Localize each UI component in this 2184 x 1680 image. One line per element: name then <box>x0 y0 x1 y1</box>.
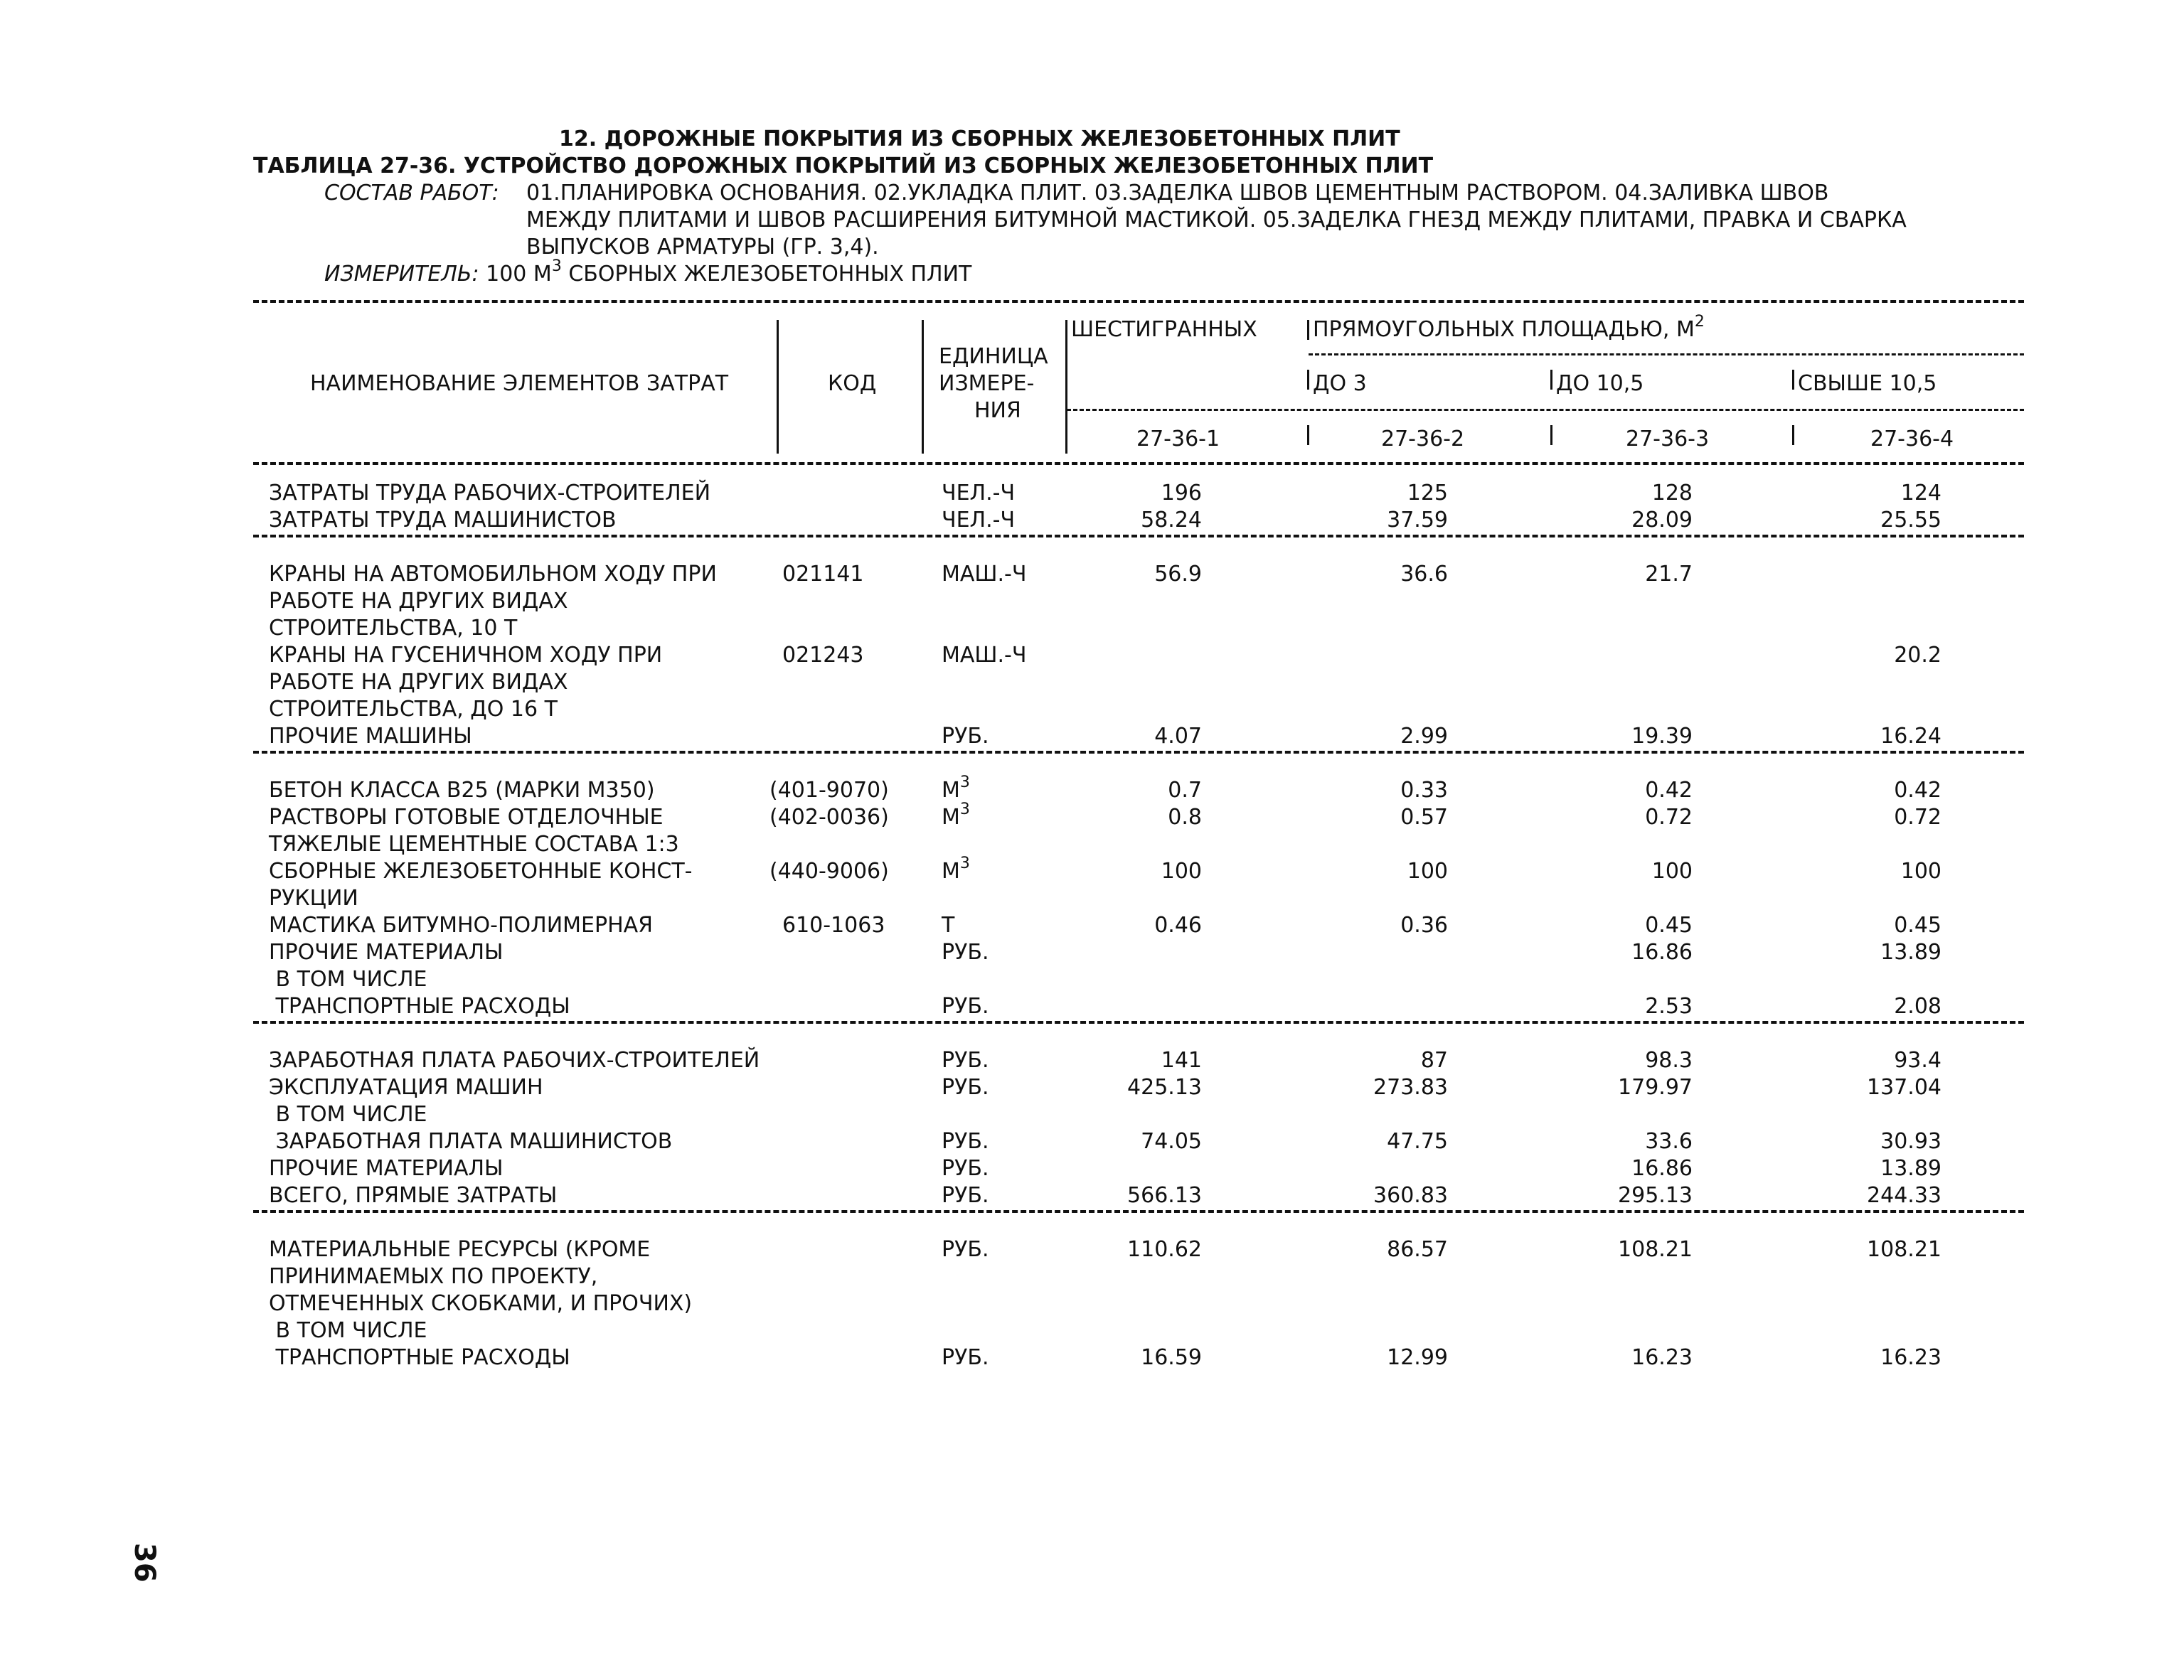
row-value-col3: 0.45 <box>1645 913 1693 938</box>
row-name: ПРОЧИЕ МАШИНЫ <box>269 724 472 749</box>
row-unit <box>942 1183 989 1209</box>
row-name: СБОРНЫЕ ЖЕЛЕЗОБЕТОННЫЕ КОНСТ- <box>269 859 693 884</box>
row-unit-text: РУБ. <box>942 724 989 749</box>
measure-line <box>324 257 972 287</box>
row-value-col3: 28.09 <box>1631 508 1693 533</box>
row-value-col2: 36.6 <box>1400 562 1448 587</box>
row-unit <box>942 855 970 884</box>
row-value-col2: 0.57 <box>1400 805 1448 830</box>
row-unit <box>942 481 1015 506</box>
row-value-col3: 295.13 <box>1618 1183 1693 1208</box>
row-name: СТРОИТЕЛЬСТВА, 10 Т <box>269 616 518 641</box>
row-value-col4: 30.93 <box>1880 1129 1941 1154</box>
measure-post: СБОРНЫХ ЖЕЛЕЗОБЕТОННЫХ ПЛИТ <box>561 262 972 287</box>
composition-label: СОСТАВ РАБОТ: <box>324 181 499 205</box>
section-separator <box>253 1210 2024 1213</box>
row-code: (402-0036) <box>769 805 889 830</box>
row-name: В ТОМ ЧИСЛЕ <box>269 967 427 992</box>
row-unit-text: М <box>942 778 960 803</box>
row-name: БЕТОН КЛАССА В25 (МАРКИ М350) <box>269 778 655 803</box>
row-unit-sup: 3 <box>959 855 970 872</box>
row-name: ЭКСПЛУАТАЦИЯ МАШИН <box>269 1075 543 1100</box>
header-divider <box>1792 425 1794 445</box>
header-hex: ШЕСТИГРАННЫХ <box>1071 317 1257 342</box>
header-rect <box>1313 313 1705 343</box>
row-unit-text: РУБ. <box>942 994 989 1019</box>
row-name: РАСТВОРЫ ГОТОВЫЕ ОТДЕЛОЧНЫЕ <box>269 805 664 830</box>
row-unit-text: РУБ. <box>942 1237 989 1262</box>
measure-sup: 3 <box>551 257 562 275</box>
table-title: ТАБЛИЦА 27-36. УСТРОЙСТВО ДОРОЖНЫХ ПОКРЫТИЙ ИЗ СБОРНЫХ ЖЕЛЕЗОБЕТОННЫХ ПЛИТ <box>253 154 1434 178</box>
row-name: ЗАРАБОТНАЯ ПЛАТА РАБОЧИХ-СТРОИТЕЛЕЙ <box>269 1048 760 1073</box>
row-unit <box>942 724 989 749</box>
row-value-col4: 108.21 <box>1867 1237 1941 1262</box>
row-value-col2: 87 <box>1420 1048 1448 1073</box>
header-divider <box>1792 370 1794 390</box>
header-rect-rule <box>1309 353 2024 355</box>
row-value-col3: 108.21 <box>1618 1237 1693 1262</box>
row-value-col3: 19.39 <box>1631 724 1693 749</box>
row-unit <box>942 1237 989 1263</box>
row-value-col4: 20.2 <box>1894 643 1941 668</box>
row-unit-text: МАШ.-Ч <box>942 562 1027 587</box>
row-value-col1: 4.07 <box>1154 724 1202 749</box>
header-sub-3: СВЫШЕ 10,5 <box>1798 371 1937 396</box>
row-value-col4: 25.55 <box>1880 508 1941 533</box>
row-unit <box>942 1048 989 1074</box>
header-sub-1: ДО 3 <box>1313 371 1367 396</box>
row-name: РАБОТЕ НА ДРУГИХ ВИДАХ <box>269 589 568 614</box>
row-value-col4: 137.04 <box>1867 1075 1941 1100</box>
row-name: ОТМЕЧЕННЫХ СКОБКАМИ, И ПРОЧИХ) <box>269 1291 693 1316</box>
row-value-col1: 58.24 <box>1141 508 1202 533</box>
header-top-rule <box>253 300 2024 303</box>
header-divider <box>1065 320 1067 454</box>
row-name: ЗАТРАТЫ ТРУДА МАШИНИСТОВ <box>269 508 617 533</box>
header-divider <box>777 320 779 454</box>
row-code: (401-9070) <box>769 778 889 803</box>
header-code-4: 27-36-4 <box>1870 427 1954 451</box>
row-unit-text: МАШ.-Ч <box>942 643 1027 668</box>
row-unit-text: М <box>942 805 960 830</box>
header-divider <box>1307 425 1309 445</box>
row-value-col2: 12.99 <box>1387 1345 1448 1370</box>
measure-pre: 100 М <box>486 262 552 287</box>
row-value-col1: 0.46 <box>1154 913 1202 938</box>
row-value-col2: 2.99 <box>1400 724 1448 749</box>
row-value-col2: 47.75 <box>1387 1129 1448 1154</box>
section-separator <box>253 535 2024 537</box>
row-code: (440-9006) <box>769 859 889 884</box>
row-value-col4: 100 <box>1900 859 1941 884</box>
row-name: КРАНЫ НА АВТОМОБИЛЬНОМ ХОДУ ПРИ <box>269 562 717 587</box>
row-unit-text: Т <box>942 913 955 938</box>
row-value-col1: 110.62 <box>1127 1237 1202 1262</box>
row-unit-text: РУБ. <box>942 1156 989 1181</box>
row-unit <box>942 1156 989 1182</box>
row-value-col3: 0.42 <box>1645 778 1693 803</box>
row-value-col1: 0.8 <box>1168 805 1202 830</box>
row-unit-text: РУБ. <box>942 1075 989 1100</box>
row-unit-text: ЧЕЛ.-Ч <box>942 481 1016 505</box>
row-value-col1: 16.59 <box>1141 1345 1202 1370</box>
row-value-col3: 16.86 <box>1631 1156 1693 1181</box>
row-unit <box>942 913 954 938</box>
row-value-col3: 2.53 <box>1645 994 1693 1019</box>
row-code: 021141 <box>782 562 864 587</box>
row-value-col1: 100 <box>1161 859 1202 884</box>
row-unit <box>942 643 1026 668</box>
row-value-col1: 56.9 <box>1154 562 1202 587</box>
row-value-col3: 33.6 <box>1645 1129 1693 1154</box>
row-value-col2: 0.36 <box>1400 913 1448 938</box>
row-unit <box>942 1345 989 1371</box>
header-unit-2: ИЗМЕРЕ- <box>939 371 1035 396</box>
row-value-col4: 16.24 <box>1880 724 1941 749</box>
row-name: СТРОИТЕЛЬСТВА, ДО 16 Т <box>269 697 558 722</box>
header-name: НАИМЕНОВАНИЕ ЭЛЕМЕНТОВ ЗАТРАТ <box>310 371 729 396</box>
row-unit-sup: 3 <box>959 801 970 818</box>
header-divider <box>1550 425 1552 445</box>
header-unit-1: ЕДИНИЦА <box>939 344 1048 369</box>
header-divider <box>1550 370 1552 390</box>
row-name: ТРАНСПОРТНЫЕ РАСХОДЫ <box>269 994 570 1019</box>
row-name: РАБОТЕ НА ДРУГИХ ВИДАХ <box>269 670 568 695</box>
row-name: В ТОМ ЧИСЛЕ <box>269 1318 427 1343</box>
header-code-1: 27-36-1 <box>1136 427 1220 451</box>
header-divider <box>1307 320 1309 340</box>
row-value-col1: 0.7 <box>1168 778 1202 803</box>
row-name: ВСЕГО, ПРЯМЫЕ ЗАТРАТЫ <box>269 1183 558 1208</box>
header-sub-2: ДО 10,5 <box>1556 371 1644 396</box>
row-name: ПРОЧИЕ МАТЕРИАЛЫ <box>269 940 504 965</box>
row-name: В ТОМ ЧИСЛЕ <box>269 1102 427 1127</box>
section-separator <box>253 751 2024 754</box>
row-value-col3: 16.86 <box>1631 940 1693 965</box>
section-title: 12. ДОРОЖНЫЕ ПОКРЫТИЯ ИЗ СБОРНЫХ ЖЕЛЕЗОБЕТОННЫХ ПЛИТ <box>559 127 1400 151</box>
row-name: МАТЕРИАЛЬНЫЕ РЕСУРСЫ (КРОМЕ <box>269 1237 651 1262</box>
header-bottom-rule <box>253 462 2024 465</box>
row-value-col4: 16.23 <box>1880 1345 1941 1370</box>
measure-label: ИЗМЕРИТЕЛЬ: <box>324 262 479 287</box>
header-divider <box>922 320 924 454</box>
row-unit <box>942 774 970 803</box>
row-unit-text: М <box>942 859 960 884</box>
page-number: 36 <box>128 1543 161 1583</box>
row-value-col4: 13.89 <box>1880 940 1941 965</box>
header-code: КОД <box>828 371 877 396</box>
row-name: ТРАНСПОРТНЫЕ РАСХОДЫ <box>269 1345 570 1370</box>
header-code-2: 27-36-2 <box>1381 427 1465 451</box>
row-value-col3: 98.3 <box>1645 1048 1693 1073</box>
section-separator <box>253 1021 2024 1024</box>
row-unit <box>942 994 989 1020</box>
header-unit-3: НИЯ <box>974 398 1021 423</box>
row-name: ПРОЧИЕ МАТЕРИАЛЫ <box>269 1156 504 1181</box>
row-value-col3: 100 <box>1651 859 1693 884</box>
row-value-col2: 0.33 <box>1400 778 1448 803</box>
row-value-col4: 0.42 <box>1894 778 1941 803</box>
composition-line-1: 01.ПЛАНИРОВКА ОСНОВАНИЯ. 02.УКЛАДКА ПЛИТ. 03.ЗАДЕЛКА ШВОВ ЦЕМЕНТНЫМ РАСТВОРОМ. 04.ЗАЛИВКА ШВОВ <box>526 181 1829 205</box>
row-value-col2: 86.57 <box>1387 1237 1448 1262</box>
row-value-col3: 16.23 <box>1631 1345 1693 1370</box>
row-value-col1: 141 <box>1161 1048 1202 1073</box>
row-unit-text: РУБ. <box>942 1183 989 1208</box>
row-value-col2: 37.59 <box>1387 508 1448 533</box>
row-value-col4: 93.4 <box>1894 1048 1941 1073</box>
header-code-3: 27-36-3 <box>1626 427 1710 451</box>
row-value-col4: 0.45 <box>1894 913 1941 938</box>
row-value-col4: 0.72 <box>1894 805 1941 830</box>
row-unit-text: РУБ. <box>942 1048 989 1073</box>
row-name: ПРИНИМАЕМЫХ ПО ПРОЕКТУ, <box>269 1264 598 1289</box>
row-name: ЗАТРАТЫ ТРУДА РАБОЧИХ-СТРОИТЕЛЕЙ <box>269 481 711 505</box>
row-value-col4: 13.89 <box>1880 1156 1941 1181</box>
row-name: ЗАРАБОТНАЯ ПЛАТА МАШИНИСТОВ <box>269 1129 673 1154</box>
header-rect-sup: 2 <box>1694 313 1705 331</box>
row-code: 610-1063 <box>782 913 885 938</box>
row-unit <box>942 1129 989 1155</box>
row-value-col2: 273.83 <box>1373 1075 1448 1100</box>
header-divider <box>1307 370 1309 390</box>
row-value-col3: 179.97 <box>1618 1075 1693 1100</box>
row-value-col1: 566.13 <box>1127 1183 1202 1208</box>
row-name: КРАНЫ НА ГУСЕНИЧНОМ ХОДУ ПРИ <box>269 643 663 668</box>
row-value-col3: 0.72 <box>1645 805 1693 830</box>
row-value-col2: 360.83 <box>1373 1183 1448 1208</box>
row-value-col3: 128 <box>1651 481 1693 505</box>
row-unit <box>942 1075 989 1101</box>
row-unit-text: РУБ. <box>942 1345 989 1370</box>
row-value-col1: 196 <box>1161 481 1202 505</box>
row-unit-text: РУБ. <box>942 940 989 965</box>
row-name: МАСТИКА БИТУМНО-ПОЛИМЕРНАЯ <box>269 913 654 938</box>
row-unit <box>942 940 989 965</box>
row-unit <box>942 508 1015 533</box>
row-unit-sup: 3 <box>959 774 970 791</box>
row-unit-text: РУБ. <box>942 1129 989 1154</box>
row-value-col4: 124 <box>1900 481 1941 505</box>
row-value-col4: 244.33 <box>1867 1183 1941 1208</box>
composition-line-3: ВЫПУСКОВ АРМАТУРЫ (ГР. 3,4). <box>526 235 879 260</box>
row-value-col1: 74.05 <box>1141 1129 1202 1154</box>
row-value-col2: 100 <box>1407 859 1448 884</box>
row-unit-text: ЧЕЛ.-Ч <box>942 508 1016 533</box>
row-name: РУКЦИИ <box>269 886 358 911</box>
row-value-col1: 425.13 <box>1127 1075 1202 1100</box>
row-code: 021243 <box>782 643 864 668</box>
header-code-rule <box>1067 409 2024 411</box>
row-value-col4: 2.08 <box>1894 994 1941 1019</box>
row-value-col2: 125 <box>1407 481 1448 505</box>
header-rect-text: ПРЯМОУГОЛЬНЫХ ПЛОЩАДЬЮ, М <box>1313 317 1695 342</box>
row-unit <box>942 562 1026 587</box>
row-name: ТЯЖЕЛЫЕ ЦЕМЕНТНЫЕ СОСТАВА 1:3 <box>269 832 679 857</box>
row-unit <box>942 801 970 830</box>
composition-line-2: МЕЖДУ ПЛИТАМИ И ШВОВ РАСШИРЕНИЯ БИТУМНОЙ МАСТИКОЙ. 05.ЗАДЕЛКА ГНЕЗД МЕЖДУ ПЛИТАМИ, ПРАВКА И СВАРКА <box>526 208 1907 232</box>
row-value-col3: 21.7 <box>1645 562 1693 587</box>
